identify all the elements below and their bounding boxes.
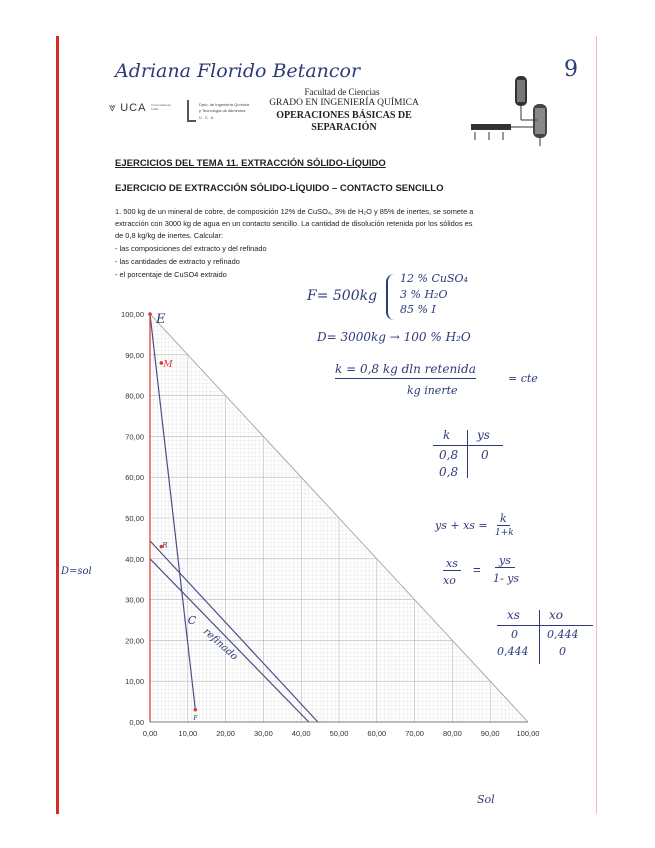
- x-tick-label: 60,00: [367, 729, 387, 738]
- department-name-3: U C A: [199, 115, 215, 120]
- department-name-1: Dpto. de Ingeniería Química: [199, 102, 250, 107]
- note-eq2-rhs-den: 1- ys: [493, 572, 520, 585]
- table2-r2-xo: 0: [559, 645, 566, 658]
- problem-item-1: - las composiciones del extracto y del refinado: [115, 244, 267, 253]
- note-k-constant: = cte: [508, 372, 538, 385]
- label-f: F: [193, 715, 198, 722]
- uca-logo-mark-icon: ⩔: [109, 100, 116, 114]
- problem-item-2: - las cantidades de extracto y refinado: [115, 257, 240, 266]
- x-tick-label: 0,00: [142, 729, 158, 738]
- faculty-name: Facultad de Ciencias: [304, 87, 380, 97]
- note-solvent: D= 3000kg → 100 % H₂O: [317, 330, 471, 344]
- table2-r2-xs: 0,444: [497, 645, 529, 658]
- y-tick-label: 100,00: [121, 310, 144, 319]
- y-tick-label: 40,00: [125, 554, 144, 564]
- table1-r1-k: 0,8: [439, 448, 459, 462]
- y-tick-label: 80,00: [125, 391, 144, 401]
- uca-logo-text: UCA: [120, 102, 147, 114]
- y-tick-label: 10,00: [125, 677, 144, 687]
- y-tick-label: 20,00: [125, 636, 144, 646]
- note-eq1-den: 1+k: [495, 528, 514, 538]
- x-tick-label: 100,00: [516, 729, 540, 738]
- problem-line-1: 1. 500 kg de un mineral de cobre, de composición 12% de CuSO₄, 3% de H₂O y 85% de inertes, se somete a: [115, 207, 474, 216]
- y-tick-label: 60,00: [125, 473, 144, 483]
- note-eq2-equals: =: [473, 562, 481, 577]
- label-e: E: [156, 312, 166, 327]
- problem-line-3: de 0,8 kg/kg de inertes. Calcular:: [115, 231, 224, 240]
- author-signature: Adriana Florido Betancor: [115, 60, 361, 82]
- y-tick-label: 90,00: [125, 350, 144, 360]
- uca-logo-sub: Universidad de Cádiz: [150, 102, 171, 111]
- note-eq1-num: k: [497, 512, 510, 526]
- note-bottom: Sol: [477, 793, 495, 806]
- x-tick-label: 80,00: [443, 729, 462, 738]
- problem-line-2: extracción con 3000 kg de agua en un contacto sencillo. La cantidad de disolución retenida por los sólidos es: [115, 219, 473, 228]
- x-tick-label: 90,00: [480, 729, 500, 738]
- table1-header-k: k: [443, 428, 451, 442]
- x-tick-label: 40,00: [291, 729, 311, 738]
- note-k-numerator: k = 0,8 kg dln retenida: [335, 362, 476, 379]
- x-tick-label: 50,00: [329, 729, 349, 738]
- table2-r1-xo: 0,444: [547, 628, 579, 641]
- exercise-title: EJERCICIO DE EXTRACCIÓN SÓLIDO-LÍQUIDO – CONTACTO SENCILLO: [115, 183, 444, 194]
- series-line-1: [150, 541, 318, 722]
- x-tick-label: 30,00: [254, 729, 273, 738]
- x-tick-label: 20,00: [216, 729, 235, 738]
- x-tick-label: 10,00: [178, 729, 198, 738]
- course-name-1: OPERACIONES BÁSICAS DE: [276, 110, 412, 121]
- table2-header-xo: xo: [549, 608, 563, 622]
- y-tick-label: 30,00: [125, 595, 144, 605]
- course-name-2: SEPARACIÓN: [311, 122, 377, 133]
- x-tick-label: 70,00: [405, 729, 424, 738]
- point-f: [194, 708, 198, 712]
- note-eq2-lhs-num: xs: [443, 557, 461, 571]
- note-feed-comp-2: 3 % H₂O: [400, 288, 448, 301]
- note-eq2-lhs-den: xo: [443, 574, 456, 587]
- note-eq1-lhs: ys + xs =: [435, 519, 488, 532]
- note-feed-comp-3: 85 % I: [400, 303, 436, 316]
- y-tick-label: 50,00: [125, 514, 144, 523]
- label-r: R: [162, 541, 168, 550]
- table1-r2-k: 0,8: [439, 465, 459, 479]
- table1-header-ys: ys: [477, 428, 490, 442]
- page-number: 9: [564, 57, 578, 82]
- note-k-denominator: kg inerte: [407, 384, 458, 397]
- label-m: M: [163, 359, 173, 370]
- problem-item-3: - el porcentaje de CuSO4 extraido: [115, 270, 227, 279]
- degree-name: GRADO EN INGENIERÍA QUÍMICA: [269, 98, 419, 108]
- note-feed: F= 500kg: [307, 288, 378, 304]
- y-tick-label: 70,00: [125, 432, 144, 442]
- label-c: C: [187, 614, 197, 628]
- label-refinado: refinado: [200, 626, 240, 663]
- section-title: EJERCICIOS DEL TEMA 11. EXTRACCIÓN SÓLIDO-LÍQUIDO: [115, 158, 386, 169]
- note-left-margin: D=sol: [61, 566, 92, 577]
- table1-r1-ys: 0: [481, 448, 489, 462]
- department-name-2: y Tecnología de Alimentos: [199, 108, 246, 113]
- note-feed-comp-1: 12 % CuSO₄: [400, 272, 468, 285]
- table2-header-xs: xs: [507, 608, 520, 622]
- point-e: [148, 312, 152, 316]
- y-tick-label: 0,00: [129, 718, 144, 727]
- table2-r1-xs: 0: [511, 628, 518, 641]
- note-eq2-rhs-num: ys: [495, 554, 515, 568]
